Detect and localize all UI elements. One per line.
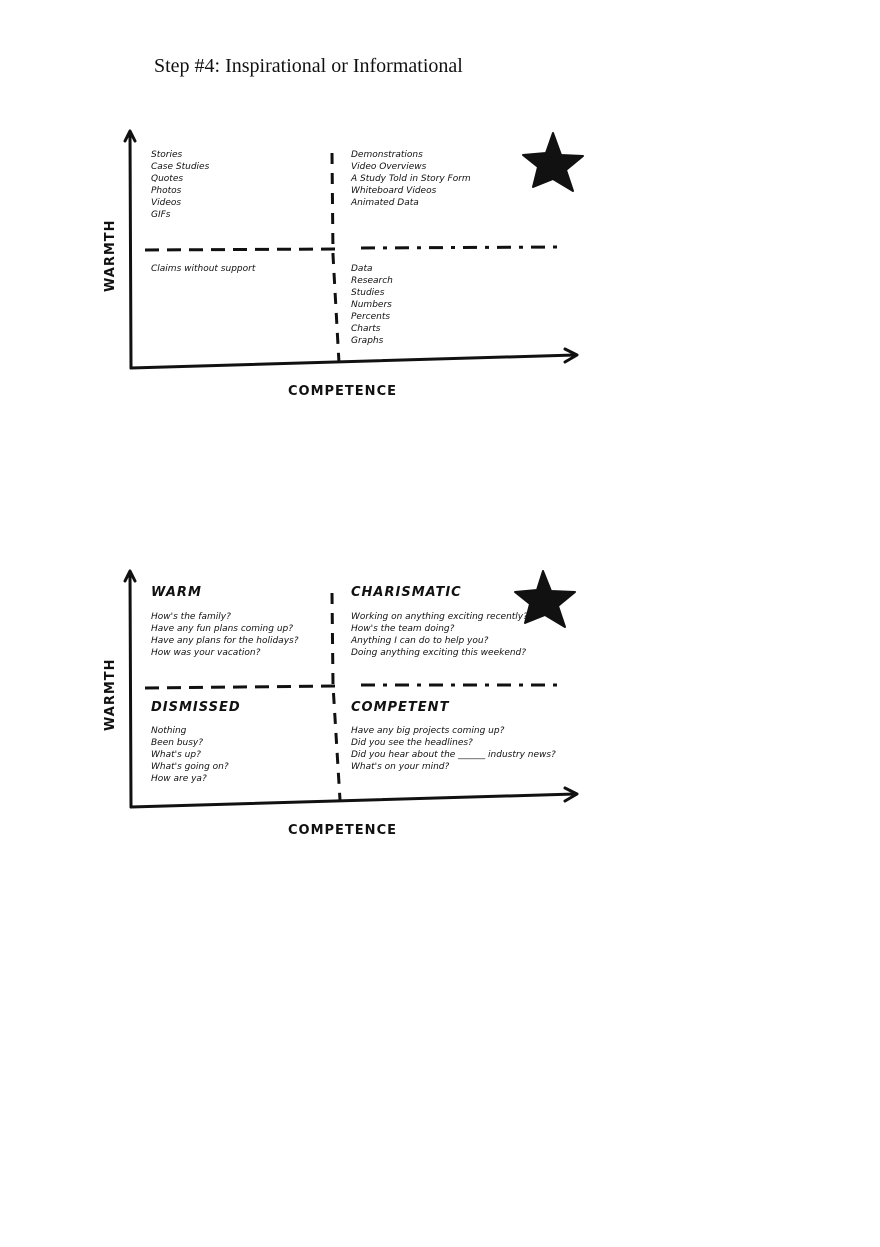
horizontal-divider-right	[361, 247, 565, 248]
list-item: Videos	[151, 198, 182, 208]
x-axis-line	[131, 355, 575, 368]
quadrant-title-charismatic: CHARISMATIC	[351, 585, 462, 600]
warmth-competence-diagram-questions	[95, 565, 595, 855]
y-axis-line	[130, 573, 131, 807]
list-item: How was your vacation?	[151, 648, 261, 658]
list-item: Have any plans for the holidays?	[151, 636, 299, 646]
y-axis-label: WARMTH	[103, 219, 118, 292]
list-item: Studies	[351, 288, 385, 298]
quadrant-title-competent: COMPETENT	[351, 700, 450, 715]
list-item: Data	[351, 264, 373, 274]
quadrant-bottom-right-list	[351, 263, 393, 347]
list-item: What's on your mind?	[351, 762, 450, 772]
warmth-competence-diagram-content	[95, 125, 595, 415]
list-item: Percents	[351, 312, 391, 322]
list-item: Have any big projects coming up?	[351, 726, 505, 736]
list-item: Video Overviews	[351, 162, 427, 172]
quadrant-top-left-list	[151, 149, 209, 221]
quadrant-bottom-left-list	[151, 263, 255, 275]
horizontal-divider-left	[145, 686, 335, 688]
list-item: How are ya?	[151, 774, 207, 784]
list-item: Doing anything exciting this weekend?	[351, 648, 527, 658]
quadrant-bottom-left-list	[151, 725, 229, 785]
quadrant-top-left-list	[151, 611, 299, 659]
x-axis-line	[131, 794, 575, 807]
list-item: Case Studies	[151, 162, 210, 172]
quadrant-title-warm: WARM	[151, 585, 202, 600]
horizontal-divider-left	[145, 249, 335, 250]
list-item: How's the team doing?	[351, 624, 455, 634]
list-item: Have any fun plans coming up?	[151, 624, 294, 634]
page-heading: Step #4: Inspirational or Informational	[154, 55, 463, 77]
star-icon	[523, 133, 583, 191]
list-item: Numbers	[351, 300, 392, 310]
x-axis-label: COMPETENCE	[288, 384, 397, 399]
list-item: Research	[351, 276, 393, 286]
y-axis-label: WARMTH	[103, 658, 118, 731]
list-item: What's up?	[151, 750, 201, 760]
list-item: Been busy?	[151, 738, 204, 748]
list-item: Stories	[151, 150, 183, 160]
y-axis-line	[130, 133, 131, 368]
list-item: Graphs	[351, 336, 384, 346]
list-item: Did you hear about the ______ industry news?	[351, 750, 556, 760]
list-item: Did you see the headlines?	[351, 738, 473, 748]
list-item: Animated Data	[351, 198, 419, 208]
vertical-divider	[332, 153, 339, 363]
quadrant-bottom-right-list	[351, 725, 556, 773]
list-item: What's going on?	[151, 762, 229, 772]
list-item: Working on anything exciting recently?	[351, 612, 528, 622]
list-item: How's the family?	[151, 612, 231, 622]
list-item: Anything I can do to help you?	[351, 636, 489, 646]
quadrant-title-dismissed: DISMISSED	[151, 700, 241, 715]
x-axis-label: COMPETENCE	[288, 823, 397, 838]
quadrant-top-right-list	[351, 149, 471, 209]
list-item: Quotes	[151, 174, 184, 184]
list-item: Charts	[351, 324, 381, 334]
quadrant-top-right-list	[351, 611, 528, 659]
list-item: Photos	[151, 186, 182, 196]
list-item: Claims without support	[151, 264, 256, 274]
list-item: A Study Told in Story Form	[351, 174, 471, 184]
list-item: GIFs	[151, 210, 171, 220]
list-item: Demonstrations	[351, 150, 423, 160]
vertical-divider	[332, 593, 340, 800]
list-item: Whiteboard Videos	[351, 186, 437, 196]
list-item: Nothing	[151, 726, 187, 736]
